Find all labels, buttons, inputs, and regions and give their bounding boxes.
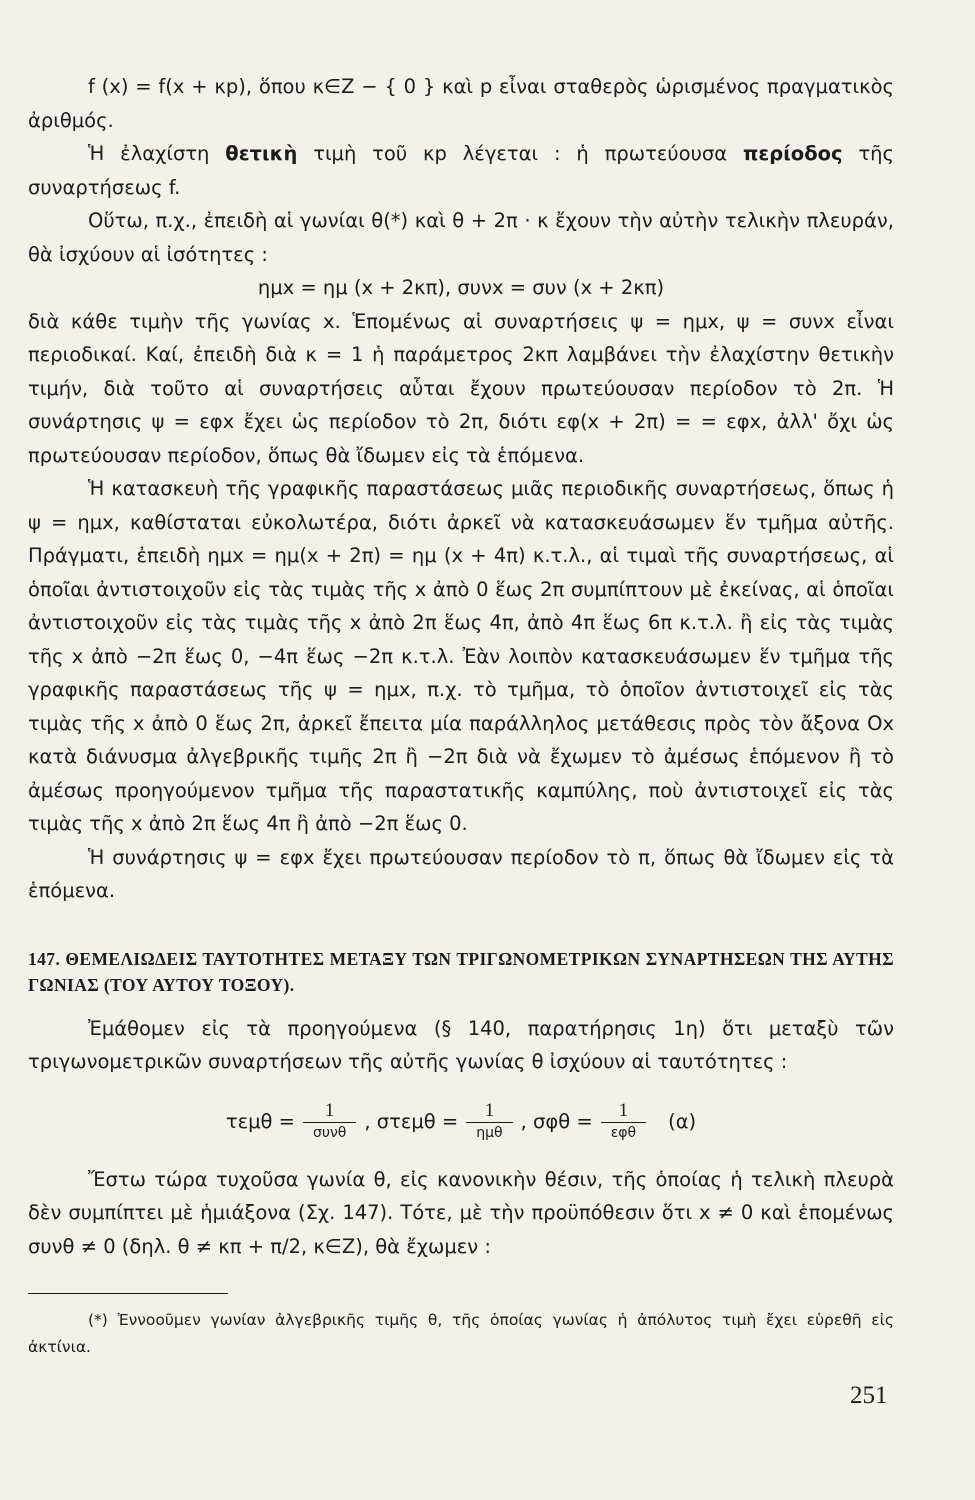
- paragraph-periodic-definition: f (x) = f(x + κp), ὅπου κ∈Z − { 0 } καὶ p εἶναι σταθερὸς ὡρισμένος πραγματικὸς ἀριθμός.: [28, 75, 894, 132]
- paragraph-period-definition: [28, 137, 894, 204]
- paragraph-identities-intro: Ἐμάθομεν εἰς τὰ προηγούμενα (§ 140, παρατήρησις 1η) ὅτι μεταξὺ τῶν τριγωνομετρικῶν συναρτήσεων τῆς αὐτῆς γωνίας θ ἰσχύουν αἱ ταυτότητες :: [28, 1016, 894, 1073]
- formula-text: , στεμθ =: [364, 1110, 459, 1133]
- fraction-denominator: εφθ: [610, 1125, 637, 1142]
- equation-sin-cos-periodicity: ημx = ημ (x + 2κπ), συνx = συν (x + 2κπ): [257, 276, 665, 299]
- fraction-numerator: 1: [484, 1099, 495, 1121]
- paragraph-example: Οὕτω, π.χ., ἐπειδὴ αἱ γωνίαι θ(*) καὶ θ + 2π · κ ἔχουν τὴν αὐτὴν τελικὴν πλευράν, θὰ ἰσχύουν αἱ ἰσότητες :: [28, 209, 894, 266]
- paragraph-general-angle: Ἔστω τώρα τυχοῦσα γωνία θ, εἰς κανονικὴν θέσιν, τῆς ὁποίας ἡ τελικὴ πλευρὰ δὲν συμπίπτει μὲ ἡμιάξονα (Σχ. 147). Τότε, μὲ τὴν προϋπόθεσιν ὅτι x ≠ 0 καὶ ἑπομένως συνθ ≠ 0 (δηλ. θ ≠ κπ + π/2, κ∈Z), θὰ ἔχωμεν :: [28, 1167, 894, 1258]
- fraction-cot: [601, 1100, 646, 1143]
- bold-term-positive: θετικὴ: [225, 142, 298, 165]
- footnote-rule: [28, 1293, 228, 1294]
- fraction-sec: [303, 1100, 356, 1143]
- footnote: [28, 1307, 894, 1361]
- section-heading-147: 147. ΘΕΜΕΛΙΩΔΕΙΣ ΤΑΥΤΟΤΗΤΕΣ ΜΕΤΑΞΥ ΤΩΝ ΤΡΙΓΩΝΟΜΕΤΡΙΚΩΝ ΣΥΝΑΡΤΗΣΕΩΝ ΤΗΣ ΑΥΤΗΣ ΓΩΝΙΑΣ (ΤΟΥ ΑΥΤΟΥ ΤΟΞΟΥ).: [28, 948, 894, 995]
- fraction-numerator: 1: [618, 1099, 629, 1121]
- fraction-denominator: ημθ: [476, 1125, 503, 1142]
- footnote-mark: (*): [88, 1311, 108, 1329]
- bold-term-period: περίοδος: [742, 142, 843, 165]
- text: τιμὴ τοῦ κp λέγεται : ἡ πρωτεύουσα: [313, 142, 728, 165]
- equation-label: (α): [668, 1110, 697, 1133]
- formula-text: , σφθ =: [520, 1110, 593, 1133]
- text: τῆς συναρτήσεως f.: [28, 142, 894, 199]
- paragraph-periodic-functions: διὰ κάθε τιμὴν τῆς γωνίας x. Ἑπομένως αἱ συναρτήσεις ψ = ημx, ψ = συνx εἶναι περιοδικαί. Καί, ἐπειδὴ διὰ κ = 1 ἡ παράμετρος 2κπ λαμβάνει τὴν ἐλαχίστην θετικὴν τιμήν, διὰ τοῦτο αἱ συναρτήσεις αὗται ἔχουν πρωτεύουσαν περίοδον τὸ 2π. Ἡ συνάρτησις ψ = εφx ἔχει ὡς περίοδον τὸ 2π, διότι εφ(x + 2π) = = εφx, ἀλλ' ὄχι ὡς πρωτεύουσαν περίοδον, ὅπως θὰ ἴδωμεν εἰς τὰ ἑπόμενα.: [28, 309, 894, 467]
- fraction-denominator: συνθ: [312, 1125, 347, 1142]
- paragraph-tangent-period: Ἡ συνάρτησις ψ = εφx ἔχει πρωτεύουσαν περίοδον τὸ π, ὅπως θὰ ἴδωμεν εἰς τὰ ἑπόμενα.: [28, 845, 894, 902]
- page-body: [28, 70, 894, 1263]
- page-number: 251: [850, 1382, 888, 1409]
- fraction-numerator: 1: [324, 1099, 335, 1121]
- equation-reciprocal-identities: [28, 1083, 894, 1161]
- formula-text: τεμθ =: [225, 1110, 295, 1133]
- paragraph-graph-construction: Ἡ κατασκευὴ τῆς γραφικῆς παραστάσεως μιᾶς περιοδικῆς συναρτήσεως, ὅπως ἡ ψ = ημx, καθίσταται εὐκολωτέρα, διότι ἀρκεῖ νὰ κατασκευάσωμεν ἕν τμῆμα αὐτῆς. Πράγματι, ἐπειδὴ ημx = ημ(x + 2π) = ημ (x + 4π) κ.τ.λ., αἱ τιμαὶ τῆς συναρτήσεως, αἱ ὁποῖαι ἀντιστοιχοῦν εἰς τὰς τιμὰς τῆς x ἀπὸ 0 ἕως 2π συμπίπτουν μὲ ἐκείνας, αἱ ὁποῖαι ἀντιστοιχοῦν εἰς τὰς τιμὰς τῆς x ἀπὸ 2π ἕως 4π, ἀπὸ 4π ἕως 6π κ.τ.λ. ἢ εἰς τὰς τιμὰς τῆς x ἀπὸ −2π ἕως 0, −4π ἕως −2π κ.τ.λ. Ἐὰν λοιπὸν κατασκευάσωμεν ἕν τμῆμα τῆς γραφικῆς παραστάσεως τῆς ψ = ημx, π.χ. τὸ τμῆμα, τὸ ὁποῖον ἀντιστοιχεῖ εἰς τὰς τιμὰς τῆς x ἀπὸ 0 ἕως 2π, ἀρκεῖ ἔπειτα μία παράλληλος μετάθεσις πρὸς τὸν ἄξονα Ox κατὰ διάνυσμα ἀλγεβρικῆς τιμῆς 2π ἢ −2π διὰ νὰ ἔχωμεν τὸ ἀμέσως ἑπόμενον ἢ τὸ ἀμέσως προηγούμενον τμῆμα τῆς παραστατικῆς καμπύλης, ποὺ ἀντιστοιχεῖ εἰς τὰς τιμὰς τῆς x ἀπὸ 2π ἕως 4π ἢ ἀπὸ −2π ἕως 0.: [28, 477, 894, 835]
- fraction-csc: [466, 1100, 512, 1143]
- footnote-text: Ἐννοοῦμεν γωνίαν ἀλγεβρικῆς τιμῆς θ, τῆς ὁποίας γωνίας ἡ ἀπόλυτος τιμὴ ἔχει εὑρεθῆ εἰς ἀκτίνια.: [28, 1311, 894, 1356]
- text: Ἡ ἐλαχίστη: [88, 142, 210, 165]
